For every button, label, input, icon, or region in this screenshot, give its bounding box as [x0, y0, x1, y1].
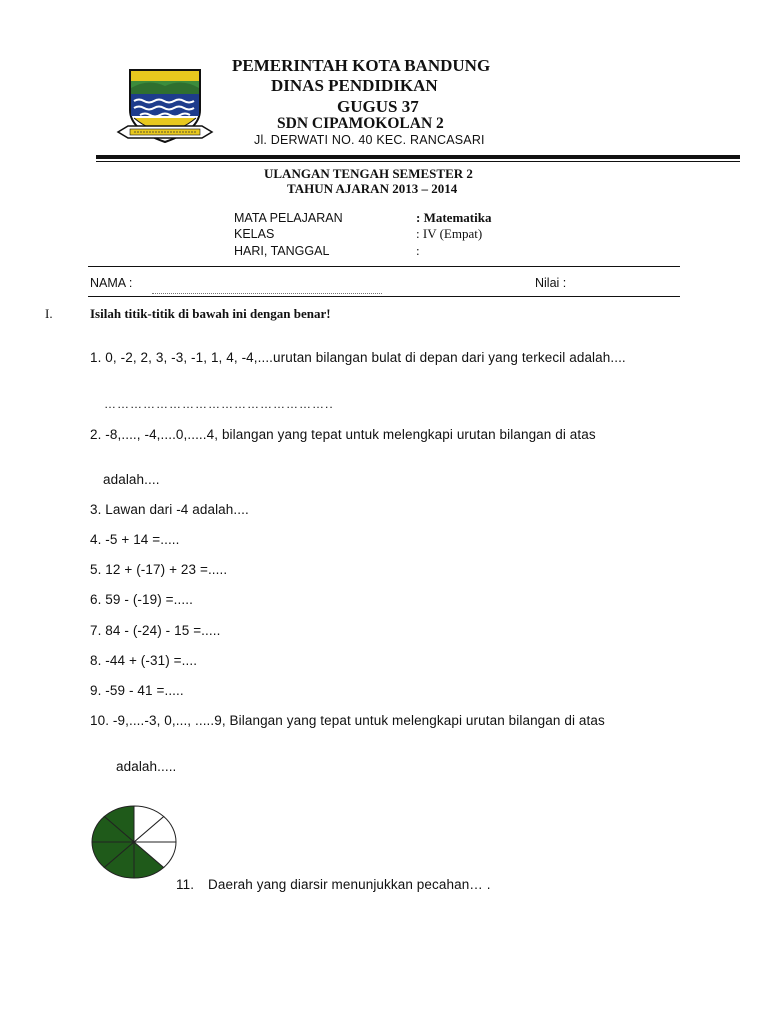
letterhead-rule-thin — [96, 161, 740, 162]
bandung-city-emblem — [116, 66, 214, 150]
exam-year: TAHUN AJARAN 2013 – 2014 — [287, 181, 458, 196]
question-6: 6. 59 - (-19) =..... — [90, 592, 193, 607]
question-11: Daerah yang diarsir menunjukkan pecahan… . — [208, 877, 491, 892]
question-9: 9. -59 - 41 =..... — [90, 683, 184, 698]
name-blank[interactable] — [152, 293, 382, 294]
question-3: 3. Lawan dari -4 adalah.... — [90, 502, 249, 517]
question-10-continuation: adalah..... — [116, 759, 177, 774]
question-8: 8. -44 + (-31) =.... — [90, 653, 198, 668]
question-1-answer-blank: …………………………………………….. — [104, 397, 334, 411]
date-label: HARI, TANGGAL — [234, 244, 330, 258]
question-10: 10. -9,....-3, 0,..., .....9, Bilangan yang tepat untuk melengkapi urutan bilangan di atas — [90, 713, 605, 728]
subject-value — [416, 210, 491, 226]
score-label: Nilai : — [535, 276, 567, 290]
question-7: 7. 84 - (-24) - 15 =..... — [90, 623, 221, 638]
subject-label: MATA PELAJARAN — [234, 211, 343, 225]
question-11-number: 11. — [176, 877, 195, 892]
government-name: PEMERINTAH KOTA BANDUNG — [232, 56, 491, 75]
question-5: 5. 12 + (-17) + 23 =..... — [90, 562, 228, 577]
name-row-top-rule — [88, 266, 680, 267]
question-2: 2. -8,...., -4,....0,.....4, bilangan yang tepat untuk melengkapi urutan bilangan di atas — [90, 427, 596, 442]
section-number: I. — [45, 306, 53, 321]
subject-value-text: : Matematika — [416, 210, 492, 225]
class-value: : IV (Empat) — [416, 226, 483, 241]
date-value: : — [416, 243, 420, 258]
cluster-name: GUGUS 37 — [337, 97, 419, 116]
name-label: NAMA : — [90, 276, 133, 290]
exam-title: ULANGAN TENGAH SEMESTER 2 — [264, 166, 473, 181]
section-instruction: Isilah titik-titik di bawah ini dengan benar! — [90, 306, 331, 321]
name-row-bottom-rule — [88, 296, 680, 297]
department-name: DINAS PENDIDIKAN — [271, 76, 438, 95]
school-address: Jl. DERWATI NO. 40 KEC. RANCASARI — [254, 133, 485, 147]
school-name: SDN CIPAMOKOLAN 2 — [277, 115, 444, 132]
question-2-continuation: adalah.... — [103, 472, 160, 487]
letterhead-rule-thick — [96, 155, 740, 159]
fraction-circle-figure — [90, 804, 178, 880]
question-1: 1. 0, -2, 2, 3, -3, -1, 1, 4, -4,....urutan bilangan bulat di depan dari yang terkecil adalah.... — [90, 350, 626, 365]
question-4: 4. -5 + 14 =..... — [90, 532, 180, 547]
class-label: KELAS — [234, 227, 275, 241]
